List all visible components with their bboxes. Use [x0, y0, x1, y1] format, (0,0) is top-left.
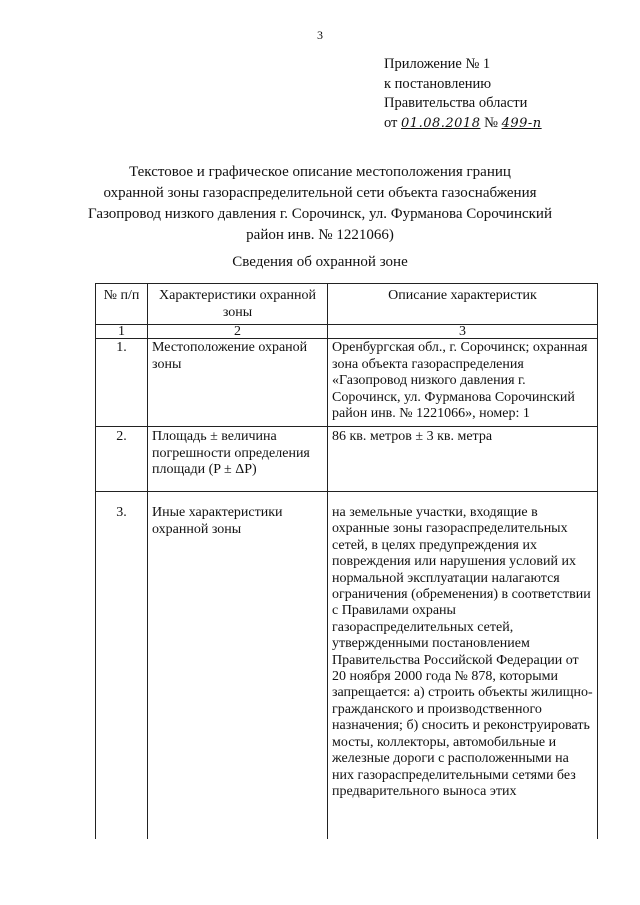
table-row	[96, 492, 598, 840]
row-characteristic: Иные характеристики охранной зоны	[148, 492, 328, 840]
title-line-1: Текстовое и графическое описание местоположения границ	[129, 164, 511, 180]
index-cell: 2	[148, 325, 328, 339]
row-number: 2.	[96, 427, 148, 492]
table-row	[96, 339, 598, 427]
handwritten-number: 499-п	[501, 115, 542, 131]
section-subtitle: Сведения об охранной зоне	[232, 254, 408, 270]
title-line-2: охранной зоны газораспределительной сети объекта газоснабжения	[103, 185, 537, 201]
row-characteristic: Местоположение охраной зоны	[148, 339, 328, 427]
number-prefix: №	[484, 114, 498, 131]
row-description: 86 кв. метров ± 3 кв. метра	[328, 427, 598, 492]
title-line-3: Газопровод низкого давления г. Сорочинск, ул. Фурманова Сорочинский	[88, 206, 552, 222]
appendix-authority: Правительства области	[384, 95, 528, 111]
row-number: 1.	[96, 339, 148, 427]
appendix-block	[384, 55, 542, 133]
row-characteristic: Площадь ± величина погрешности определения площади (P ± ΔP)	[148, 427, 328, 492]
document-title	[60, 162, 580, 246]
appendix-title: Приложение № 1	[384, 56, 491, 72]
index-cell: 1	[96, 325, 148, 339]
table-row	[96, 427, 598, 492]
header-number: № п/п	[96, 284, 148, 325]
date-prefix: от	[384, 114, 398, 131]
protection-zone-table	[95, 283, 598, 839]
header-description: Описание характеристик	[328, 284, 598, 325]
header-characteristic: Характеристики охранной зоны	[148, 284, 328, 325]
appendix-date-line	[384, 114, 542, 134]
row-description: на земельные участки, входящие в охранные зоны газораспределительных сетей, в целях предупреждения их повреждения или нарушения условий их нормальной эксплуатации налагаются ограничения (обременения) в соответствии с Правилами охраны газораспределительных сетей, утвержденными постановлением Правительства Российской Федерации от 20 ноября 2000 года № 878, которыми запрещается: а) строить объекты жилищно-гражданского и производственного назначения; б) сносить и реконструировать мосты, коллекторы, автомобильные и железные дороги с расположенными на них газораспределительными сетями без предварительного выноса этих	[328, 492, 598, 840]
table-header-row	[96, 284, 598, 325]
appendix-reference: к постановлению	[384, 75, 492, 92]
row-number: 3.	[96, 492, 148, 840]
title-line-4: район инв. № 1221066)	[246, 227, 394, 243]
index-cell: 3	[328, 325, 598, 339]
table-index-row	[96, 325, 598, 339]
page-number: 3	[317, 28, 323, 42]
row-description: Оренбургская обл., г. Сорочинск; охранная зона объекта газораспределения «Газопровод низкого давления г. Сорочинск, ул. Фурманова Сорочинский район инв. № 1221066», номер: 1	[328, 339, 598, 427]
handwritten-date: 01.08.2018	[401, 115, 481, 131]
